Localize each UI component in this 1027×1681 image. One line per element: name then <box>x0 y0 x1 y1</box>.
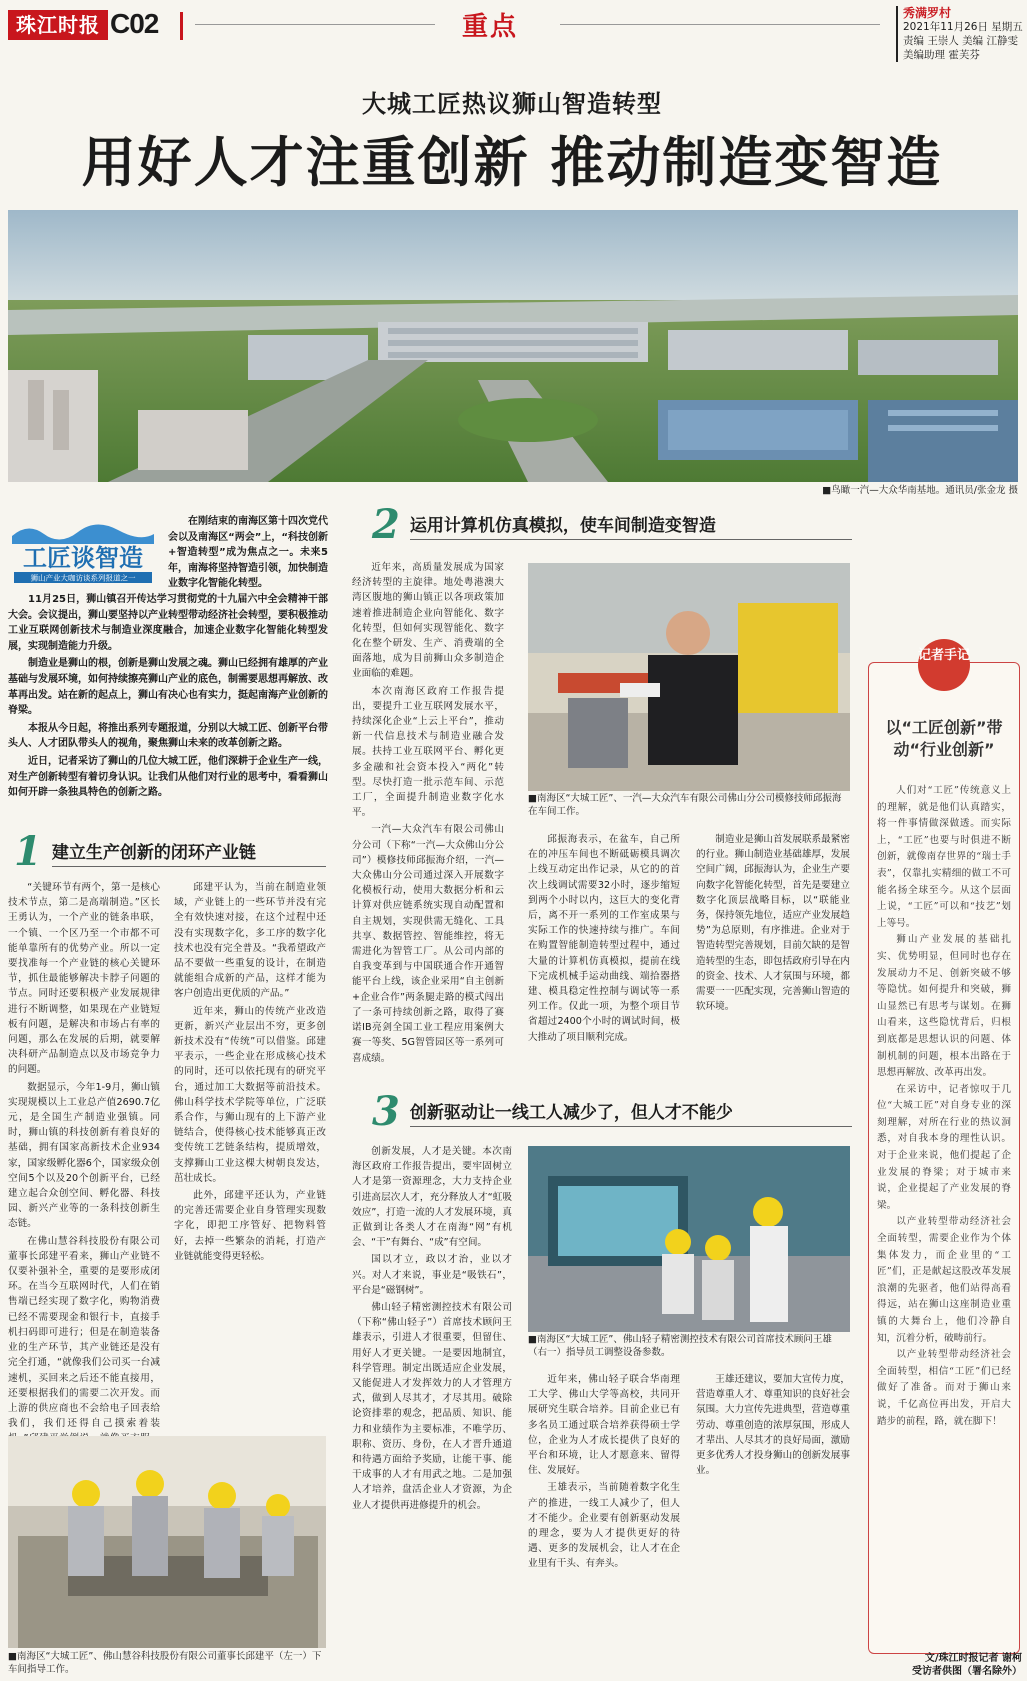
intro-paragraph: 本报从今日起，将推出系列专题报道，分别以大城工匠、创新平台带头人、人才团队带头人的视角，聚焦狮山未来的改革创新之路。 <box>8 722 328 750</box>
newspaper-logo: 珠江时报 <box>8 10 108 40</box>
reporter-notes-paragraph: 狮山产业发展的基础扎实、优势明显，但同时也存在发展动力不足、创新突破不够等隐忧。如何提升和突破，狮山显然已有思考与谋划。在狮山看来，这些隐忧背后，归根到底都是思想认识的问题、体制机制的问题，根本出路在于思想再解放、改革再出发。 <box>877 934 1011 1079</box>
section-1-heading <box>14 828 326 875</box>
issue-date: 2021年11月26日 星期五 <box>903 21 1023 33</box>
column-logo <box>8 514 158 584</box>
masthead-rule-left <box>195 24 435 25</box>
editor-credit: 责编 王崇人 美编 江静雯 <box>903 35 1019 47</box>
section-2-title: 运用计算机仿真模拟，使车间制造变智造 <box>410 511 852 540</box>
issue-meta <box>896 6 1027 62</box>
section-name: 重点 <box>462 12 519 42</box>
hero-photo-caption: ■鸟瞰一汽—大众华南基地。通讯员/张金龙 摄 <box>822 485 1018 496</box>
intro-paragraph-1: 在刚结束的南海区第十四次党代会以及南海区“两会”上，“科技创新+智造转型”成为焦点之一。未来5年，南海将坚持智造引领，加快制造业数字化智能化转型。 <box>168 516 328 590</box>
section-1-paragraph: 此外，邱建平还认为，产业链的完善还需要企业自身管理实现数字化，即把工序管好、把物料管好，去掉一些繁杂的消耗，打造产业链就能变得更轻松。 <box>174 1190 326 1262</box>
section-2-col-a <box>352 560 504 1064</box>
masthead-divider <box>180 12 183 40</box>
intro-paragraph: 近日，记者采访了狮山的几位大城工匠，他们深耕于企业生产一线，对生产创新转型有着切身认识。让我们从他们对行业的思考中，看看狮山如何开辟一条独具特色的创新之路。 <box>8 755 328 799</box>
edition-brand: 秀满罗村 <box>903 6 952 20</box>
section-1-paragraph: 数据显示，今年1-9月，狮山镇实现规模以上工业总产值2690.7亿元，是全国生产制造业强镇。同时，狮山镇的科技创新有着良好的基础，拥有国家高新技术企业934家，国家级孵化器6个，国家级众创空间5个以及20个创新平台，已经建立起合众创空间、孵化器、科技园、新兴产业等的一条科技创新生态链。 <box>8 1081 160 1230</box>
section-3-col-a <box>352 1144 512 1654</box>
section-1-photo-caption: ■南海区“大城工匠”、佛山慧谷科技股份有限公司董事长邱建平（左一）下车间指导工作。 <box>8 1651 322 1675</box>
reporter-notes-paragraph: 以产业转型带动经济社会全面转型，需要企业作为个体集体发力，而企业里的“工匠”们，正是献起这股改革发展浪潮的先驱者，他们站得高看得远，站在狮山这座制造业重镇的大舞台上，他们冷静自知，沉着分析，破畴前行。 <box>877 1216 1011 1344</box>
section-3-title: 创新驱动让一线工人减少了，但人才不能少 <box>410 1098 852 1127</box>
section-1-col-b <box>174 880 326 1428</box>
section-3-paragraph: 国以才立，政以才治，业以才兴。对人才来说，事业是“吸铁石”，平台是“磁钢树”。 <box>352 1254 512 1296</box>
section-1-paragraph: 近年来，狮山的传统产业改造更新，新兴产业层出不穷，更多创新技术没有“传统”可以借鉴。邱建平表示，一些企业在形成核心技术的同时，还可以依托现有的研究平台，通过加工大数据等前沿技术。佛山科学技术学院等单位，广泛联系合作，与狮山现有的上下游产业链结合，使得核心技术能够真正改变传统工艺链条结构，提质增效，支撑狮山工业这棵大树朝良发达，茁壮成长。 <box>174 1005 326 1184</box>
section-2-paragraph: 近年来，高质量发展成为国家经济转型的主旋律。地处粤港澳大湾区腹地的狮山镇正以各项政策加速着推进制造企业向智能化、数字化转型，但如何实现智能化、数字化在整个研发、生产、消费端的全面落地，成为目前狮山众多制造企业面临的难题。 <box>352 562 504 680</box>
section-2-number: 2 <box>372 501 400 548</box>
reporter-notes-paragraph: 在采访中，记者惊叹于几位“大城工匠”对自身专业的深刻理解，对所在行业的热议洞悉，对自我本身的理性认识。对于企业来说，他们提起了企业发展的脊梁；对于城市来说，企业提起了产业发展的脊梁。 <box>877 1083 1011 1211</box>
section-2-photo-caption: ■南海区“大城工匠”、一汽—大众汽车有限公司佛山分公司模修技师邱振海在车间工作。 <box>528 793 842 817</box>
intro-paragraph: 制造业是狮山的根，创新是狮山发展之魂。狮山已经拥有雄厚的产业基础与发展环境，如何持续擦亮狮山产业的底色，制需要思想再解放、改革再出发。站在新的起点上，狮山有决心也有实力，挺起南海产业创新的脊梁。 <box>8 658 328 717</box>
reporter-notes-paragraph: 人们对“工匠”传统意义上的理解，就是他们认真踏实，将一件事情做深做透。而实际上，“工匠”也要与时俱进不断创新，就像南存世界的“瑞士手表”，仅靠扎实精细的做工不可能名扬全球至今。从这个层面上说，“工匠”可以和“技艺”划上等号。 <box>877 785 1011 929</box>
aerial-factory-photo <box>8 210 1018 482</box>
reporter-notes-title: 以“工匠创新”带动“行业创新” <box>885 718 1003 759</box>
assistant-credit: 美编助理 霍芙芬 <box>903 49 980 61</box>
section-3-paragraph: 王雄还建议，要加大宣传力度，营造尊重人才、尊重知识的良好社会氛围。大力宣传先进典型，营造尊重劳动、尊重创造的浓厚氛围，形成人才辈出、人尽其才的良好局面，激励更多优秀人才投身狮山的创新发展事业。 <box>696 1374 850 1477</box>
section-1-photo <box>8 1436 326 1648</box>
column-logo-title: 工匠谈智造 <box>23 544 143 572</box>
section-2-col-c <box>696 832 850 1136</box>
column-logo-subtitle: 狮山产业大咖访谈系列报道之一 <box>30 573 136 583</box>
section-3-col-c <box>696 1372 850 1654</box>
masthead-rule-right <box>560 24 880 25</box>
section-2-paragraph: 制造业是狮山首发展联系最紧密的行业。狮山制造业基础雄厚，发展空间广阔，邱振海认为，企业生产要向数字化智能化转型，首先是要建立数字化顶层战略目标，以“联能业务，保持领先地位，适应产业发展趋势”为总原则，有序推进。企业对于智造转型完善规划，目前欠缺的是智造转型的生态，即包括政府引导在内的资金、技术、人才氛围与环境，都需要一一匹配实现，完善狮山智造的软环境。 <box>696 834 850 1013</box>
intro-body <box>8 592 328 799</box>
reporter-notes-paragraph: 以产业转型带动经济社会全面转型，相信“工匠”们已经做好了准备。而对于狮山来说，千亿高位再出发，开启大踏步的前程，路，就在脚下！ <box>877 1349 1011 1427</box>
section-2-paragraph: 本次南海区政府工作报告提出，要提升工业互联网发展水平，持续深化企业“上云上平台”，推动新一代信息技术与制造业融合发展。扶持工业互联网平台、孵化更多金融和社会资本投入“两化”转型。尽快打造一批示范车间、示范工厂，全面提升制造业数字化水平。 <box>352 685 504 819</box>
section-3-photo-caption: ■南海区“大城工匠”、佛山轻子精密测控技术有限公司首席技术顾问王雄（右一）指导员工调整设备参数。 <box>528 1334 832 1358</box>
reporter-notes-body <box>877 783 1011 1633</box>
section-3-photo <box>528 1146 850 1332</box>
section-1-paragraph: 邱建平认为，当前在制造业领域，产业链上的一些环节并没有完全有效快速对接，在这个过程中还没有实现数字化，多工序的数字化技术也没有完全普及。“我希望政产品不要做一些重复的设计，在制造就能组合成新的产品，这样才能为客户创造出更优质的产品。” <box>174 882 326 1000</box>
article-kicker: 大城工匠热议狮山智造转型 <box>362 90 662 118</box>
reporter-notes-box <box>868 648 1020 1654</box>
section-3-col-b <box>528 1372 680 1654</box>
section-1-number: 1 <box>14 828 42 875</box>
article-headline: 用好人才注重创新 推动制造变智造 <box>81 131 943 194</box>
section-1-col-a <box>8 880 160 1428</box>
section-3-number: 3 <box>372 1088 400 1135</box>
article-byline: 文/珠江时报记者 谢柯 受访者供图（署名除外） <box>912 1653 1022 1677</box>
section-2-paragraph: 一汽—大众汽车有限公司佛山分公司（下称“一汽—大众佛山分公司”）模修技师邱振海介绍，一汽—大众佛山分公司通过深入开展数字化模板行动，使用大数据分析和云计算对供应链系统实现自动配置和自主规划，实现供需无缝化、工具共享、数据管控、智能维控，将无需进化为智管工厂。从公司内部的自我变革到与中国联通合作开通智能平台上线，该企业采用“自主创新+企业合作”两条腿走路的模式闯出了一条可持续创新之路，取得了赛诺IB亮剑全国工业工程应用案例大赛一等奖、5G智管园区等一系列可喜成绩。 <box>352 824 504 1064</box>
section-1-paragraph: 在佛山慧谷科技股份有限公司董事长邱建平看来，狮山产业链不仅要补强补全，重要的是要形成闭环。在当今互联网时代，人们在销售端已经实现了数字化，购物消费已经不需要现金和银行卡，直接手机扫码即可进行；但是在制造装备业的生产环节，其产业链还是没有完全打通，“就像我们公司买一台减速机，买回来之后还不能直接用，还要根据我们的需要二次开发。而上游的供应商也不会给电子回表给我们，我们还得自己摸索着装 <box>8 1235 160 1430</box>
intro-paragraph: 11月25日，狮山镇召开传达学习贯彻党的十九届六中全会精神干部大会。会议提出，狮山要坚持以产业转型带动经济社会转型，要积极推动工业互联网创新技术与制造业深度融合，加速企业数字化智能化转型发展，实现制造能力升级。 <box>8 594 328 652</box>
reporter-notes-badge: 记者手记 <box>918 639 970 691</box>
section-2-col-b <box>528 832 680 1136</box>
section-2-heading <box>372 501 852 548</box>
section-2-photo <box>528 563 850 791</box>
section-3-heading <box>372 1088 852 1135</box>
section-1-paragraph: “关键环节有两个，第一是核心技术节点，第二是高端制造。”区长王勇认为，一个产业的链条串联，一个镇、一个区乃至一个市都不可能单靠所有的优势产业。所以一定要找准每一个产业链的核心关键环节，抓住最能够解决卡脖子问题的节点。同时还要积极产业发展规律进行不断调整，如果现在产业链短板有问题，是解决和市场占有率的问题，那么在发展的后期，就要解决科研产品制造点以及市场竞争力的问题。 <box>8 882 160 1076</box>
section-3-paragraph: 创新发展，人才是关键。本次南海区政府工作报告提出，要牢固树立人才是第一资源理念，大力支持企业引进高层次人才，充分释放人才“虹吸效应”，打造一流的人才发展环境，真正做到让各类人才在南海“网”有机会、“干”有舞台、“成”有空间。 <box>352 1146 512 1249</box>
page-number: C02 <box>110 8 159 39</box>
section-3-paragraph: 王雄表示，当前随着数字化生产的推进，一线工人减少了，但人才不能少。企业要有创新驱动发展的理念，要为人才提供更好的待遇、更多的发展机会，让人才在企业里有干头、有奔头。 <box>528 1482 680 1570</box>
section-3-paragraph: 近年来，佛山轻子联合华南理工大学、佛山大学等高校，共同开展研究生联合培养。目前企业已有多名员工通过联合培养获得硕士学位，企业为人才成长提供了良好的平台和环境，让人才愿意来、留得住、发展好。 <box>528 1374 680 1477</box>
section-1-title: 建立生产创新的闭环产业链 <box>52 838 326 867</box>
section-2-paragraph: 邱振海表示，在盆车，自己所在的冲压车间也不断砥砺模具调次上线互动定出作记录，从它的的首次上线调试需要32小时，逐步缩短到两个小时以内，这巨大的变化背后，离不开一系列的工作室成果与实际工作的快速持续与推广。车间在购置智能制造转型过程中，通过大量的计算机仿真模拟，提前在线下完成机械手运动曲线、端拾器搭建、模具稳定性控制与调试等一系列工作。仅此一项，为整个项目节省超过2400个小时的调试时间，极大推动了项目顺利完成。 <box>528 834 680 1043</box>
section-3-paragraph: 佛山轻子精密测控技术有限公司（下称“佛山轻子”）首席技术顾问王雄表示，引进人才很重要，但留住、用好人才更关键。一是要因地制宜，科学管理。制定出既适应企业发展，又能促进人才发挥效力的人才管理方式，做到人尽其才，才尽其用。破除论资排辈的观念，把品质、知识、能力和业绩作为主要标准，不唯学历、职称、资历、身份，在人才晋升通道和待遇方面给予奖励，让能干事、能干成事的人才有用武之地。二是加强人才培养，盘活企业人才资源，为企业人才提供再进修提升的机会。 <box>352 1302 512 1511</box>
